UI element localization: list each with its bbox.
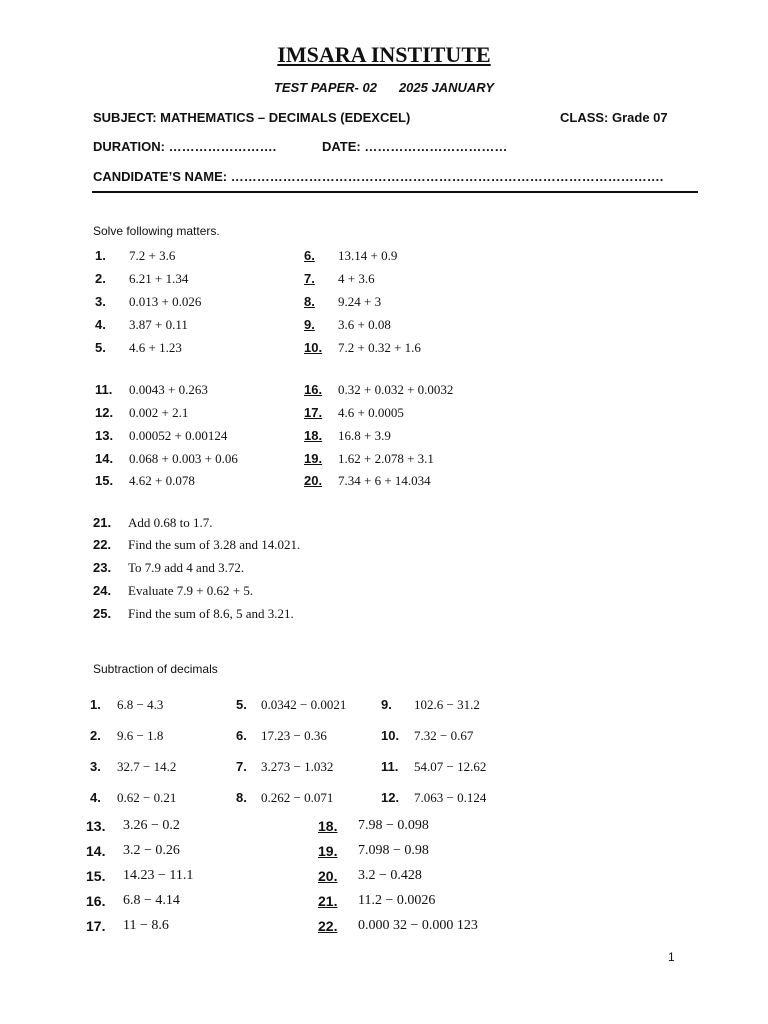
duration-line: DURATION: ……………………. (93, 139, 277, 154)
question-number: 11. (95, 382, 113, 397)
question-expression: 7.2 + 0.32 + 1.6 (338, 340, 421, 355)
question-expression: 14.23 − 11.1 (123, 868, 194, 883)
question-number: 19. (318, 843, 338, 859)
question-expression: 4.6 + 0.0005 (338, 405, 404, 420)
question-expression: Add 0.68 to 1.7. (128, 515, 213, 530)
question-number: 19. (304, 451, 323, 466)
test-subtitle (0, 80, 768, 95)
question-number: 5. (95, 340, 106, 355)
question-number: 1. (95, 248, 106, 263)
subtraction-instruction: Subtraction of decimals (93, 662, 218, 676)
test-month-label: 2025 JANUARY (398, 80, 495, 95)
question-number: 16. (86, 893, 106, 909)
question-number: 6. (304, 248, 315, 263)
question-expression: 0.00052 + 0.00124 (129, 428, 228, 443)
question-expression: 0.0043 + 0.263 (129, 382, 208, 397)
question-number: 20. (318, 868, 338, 884)
question-number: 24. (93, 583, 112, 598)
question-expression: 0.0342 − 0.0021 (261, 697, 347, 712)
question-number: 6. (236, 728, 247, 743)
question-number: 15. (95, 473, 114, 488)
question-expression: 4 + 3.6 (338, 271, 375, 286)
question-expression: 3.2 − 0.26 (123, 843, 180, 858)
question-number: 10. (304, 340, 323, 355)
question-expression: 3.2 − 0.428 (358, 868, 422, 883)
question-expression: 0.262 − 0.071 (261, 790, 334, 805)
class-line: CLASS: Grade 07 (560, 110, 668, 125)
header-divider (92, 191, 698, 193)
question-expression: 6.8 − 4.14 (123, 893, 180, 908)
question-number: 16. (304, 382, 323, 397)
question-number: 22. (93, 537, 112, 552)
question-expression: 0.002 + 2.1 (129, 405, 189, 420)
question-expression: 13.14 + 0.9 (338, 248, 398, 263)
question-number: 2. (95, 271, 106, 286)
question-number: 4. (90, 790, 101, 805)
question-number: 7. (236, 759, 247, 774)
candidate-line: CANDIDATE’S NAME: ………………………………………………………………………………………. (93, 169, 664, 184)
test-paper-label: TEST PAPER- 02 (273, 80, 377, 95)
question-expression: 0.068 + 0.003 + 0.06 (129, 451, 238, 466)
question-number: 2. (90, 728, 101, 743)
question-expression: 3.87 + 0.11 (129, 317, 188, 332)
question-number: 13. (86, 818, 106, 834)
page-number: 1 (668, 950, 675, 964)
question-expression: To 7.9 add 4 and 3.72. (128, 560, 245, 575)
question-expression: 3.273 − 1.032 (261, 759, 334, 774)
question-number: 25. (93, 606, 112, 621)
question-expression: 7.98 − 0.098 (358, 818, 429, 833)
question-expression: 102.6 − 31.2 (414, 697, 480, 712)
question-number: 15. (86, 868, 106, 884)
question-expression: Find the sum of 3.28 and 14.021. (128, 537, 301, 552)
question-expression: 7.34 + 6 + 14.034 (338, 473, 431, 488)
question-expression: 3.6 + 0.08 (338, 317, 391, 332)
question-number: 8. (236, 790, 247, 805)
question-expression: 0.32 + 0.032 + 0.0032 (338, 382, 454, 397)
question-expression: 17.23 − 0.36 (261, 728, 327, 743)
question-expression: 16.8 + 3.9 (338, 428, 391, 443)
question-expression: 9.6 − 1.8 (117, 728, 164, 743)
question-number: 14. (86, 843, 106, 859)
question-expression: 32.7 − 14.2 (117, 759, 177, 774)
question-expression: 11.2 − 0.0026 (358, 893, 436, 908)
question-expression: 6.8 − 4.3 (117, 697, 164, 712)
question-number: 23. (93, 560, 112, 575)
question-number: 12. (381, 790, 400, 805)
question-number: 9. (381, 697, 392, 712)
question-expression: 0.000 32 − 0.000 123 (358, 918, 478, 933)
question-expression: Find the sum of 8.6, 5 and 3.21. (128, 606, 294, 621)
question-number: 9. (304, 317, 315, 332)
question-number: 3. (95, 294, 106, 309)
question-number: 4. (95, 317, 106, 332)
question-number: 21. (93, 515, 112, 530)
question-number: 17. (304, 405, 323, 420)
question-number: 21. (318, 893, 338, 909)
question-expression: 0.62 − 0.21 (117, 790, 177, 805)
question-number: 7. (304, 271, 315, 286)
addition-instruction: Solve following matters. (93, 224, 220, 238)
question-expression: 54.07 − 12.62 (414, 759, 487, 774)
question-expression: Evaluate 7.9 + 0.62 + 5. (128, 583, 254, 598)
question-expression: 7.063 − 0.124 (414, 790, 487, 805)
question-number: 22. (318, 918, 338, 934)
question-number: 11. (381, 759, 399, 774)
question-expression: 7.098 − 0.98 (358, 843, 429, 858)
question-number: 18. (304, 428, 323, 443)
question-number: 14. (95, 451, 114, 466)
date-line: DATE: …………………………… (322, 139, 508, 154)
question-number: 18. (318, 818, 338, 834)
question-number: 5. (236, 697, 247, 712)
question-number: 1. (90, 697, 101, 712)
question-expression: 4.62 + 0.078 (129, 473, 195, 488)
question-expression: 7.2 + 3.6 (129, 248, 176, 263)
question-expression: 3.26 − 0.2 (123, 818, 180, 833)
question-expression: 9.24 + 3 (338, 294, 382, 309)
question-number: 3. (90, 759, 101, 774)
question-expression: 7.32 − 0.67 (414, 728, 474, 743)
question-number: 10. (381, 728, 400, 743)
question-number: 20. (304, 473, 323, 488)
question-expression: 6.21 + 1.34 (129, 271, 189, 286)
question-number: 17. (86, 918, 106, 934)
institute-title: IMSARA INSTITUTE (277, 42, 491, 67)
question-number: 8. (304, 294, 315, 309)
question-expression: 1.62 + 2.078 + 3.1 (338, 451, 434, 466)
subject-line: SUBJECT: MATHEMATICS – DECIMALS (EDEXCEL) (93, 110, 411, 125)
question-expression: 11 − 8.6 (123, 918, 169, 933)
question-expression: 4.6 + 1.23 (129, 340, 182, 355)
question-number: 12. (95, 405, 114, 420)
question-number: 13. (95, 428, 114, 443)
question-expression: 0.013 + 0.026 (129, 294, 202, 309)
